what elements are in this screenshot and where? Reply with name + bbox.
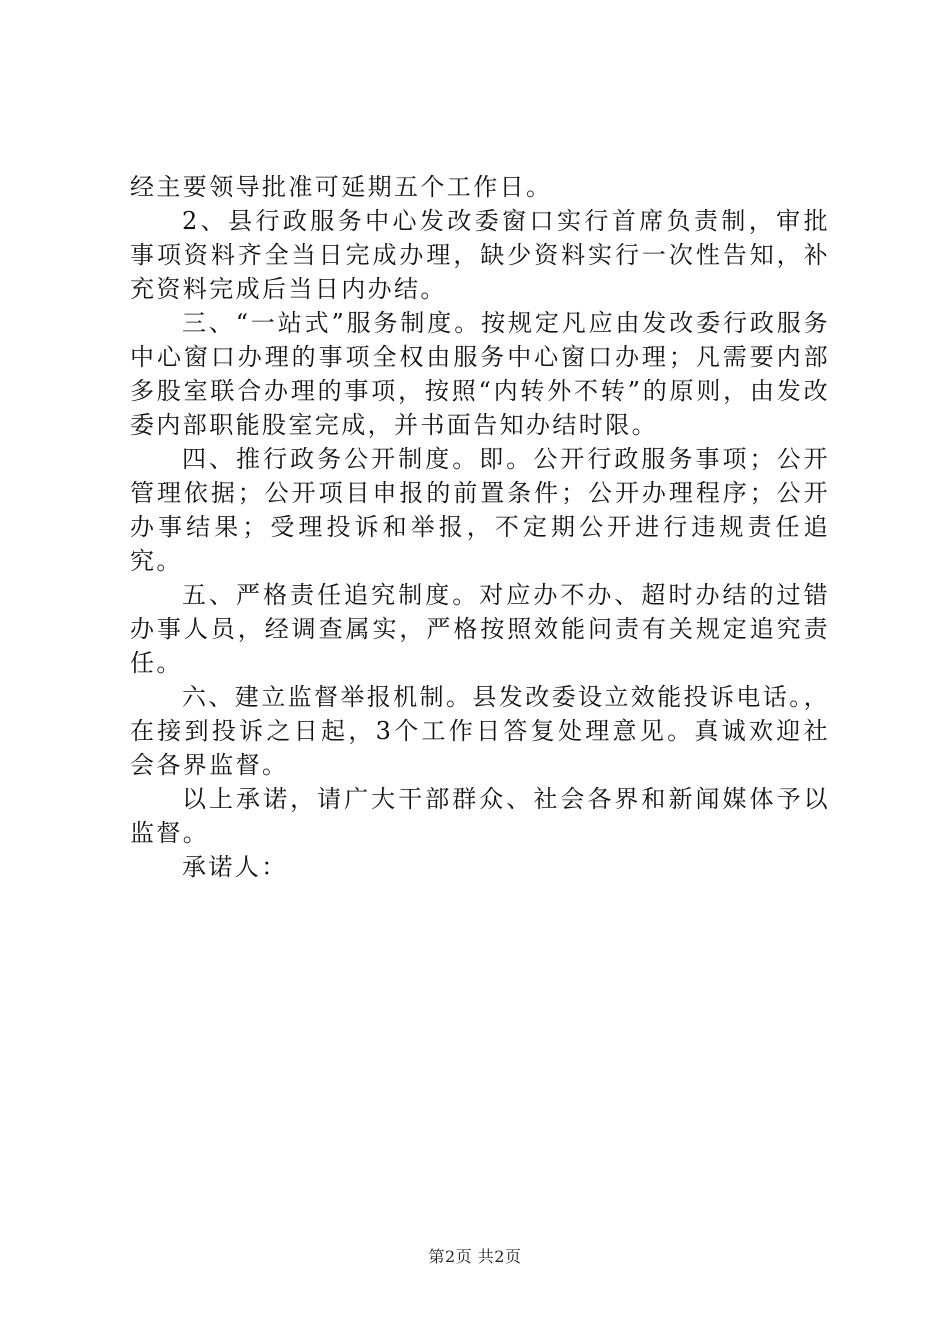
paragraph-continuation: 经主要领导批准可延期五个工作日。 [130,173,553,201]
paragraph-closing: 以上承诺，请广大干部群众、社会各界和新闻媒体予以监督。 [130,785,830,847]
paragraph-section-4: 四、推行政务公开制度。即。公开行政服务事项；公开管理依据；公开项目申报的前置条件；公开办理程序；公开办事结果；受理投诉和举报，不定期公开进行违规责任追究。 [130,445,830,575]
paragraph-section-3: 三、“一站式”服务制度。按规定凡应由发改委行政服务中心窗口办理的事项全权由服务中心窗口办理；凡需要内部多股室联合办理的事项，按照“内转外不转”的原则，由发改委内部职能股室完成，并书面告知办结时限。 [130,309,830,439]
paragraph-section-5: 五、严格责任追究制度。对应办不办、超时办结的过错办事人员，经调查属实，严格按照效能问责有关规定追究责任。 [130,581,830,677]
paragraph-section-6: 六、建立监督举报机制。县发改委设立效能投诉电话。，在接到投诉之日起，3个工作日答复处理意见。真诚欢迎社会各界监督。 [130,683,830,779]
page-number-footer: 第2页 共2页 [428,1247,522,1266]
document-body [130,170,830,884]
signature-line: 承诺人： [182,853,288,881]
paragraph-item-2: 2、县行政服务中心发改委窗口实行首席负责制，审批事项资料齐全当日完成办理，缺少资料实行一次性告知，补充资料完成后当日内办结。 [130,207,830,303]
